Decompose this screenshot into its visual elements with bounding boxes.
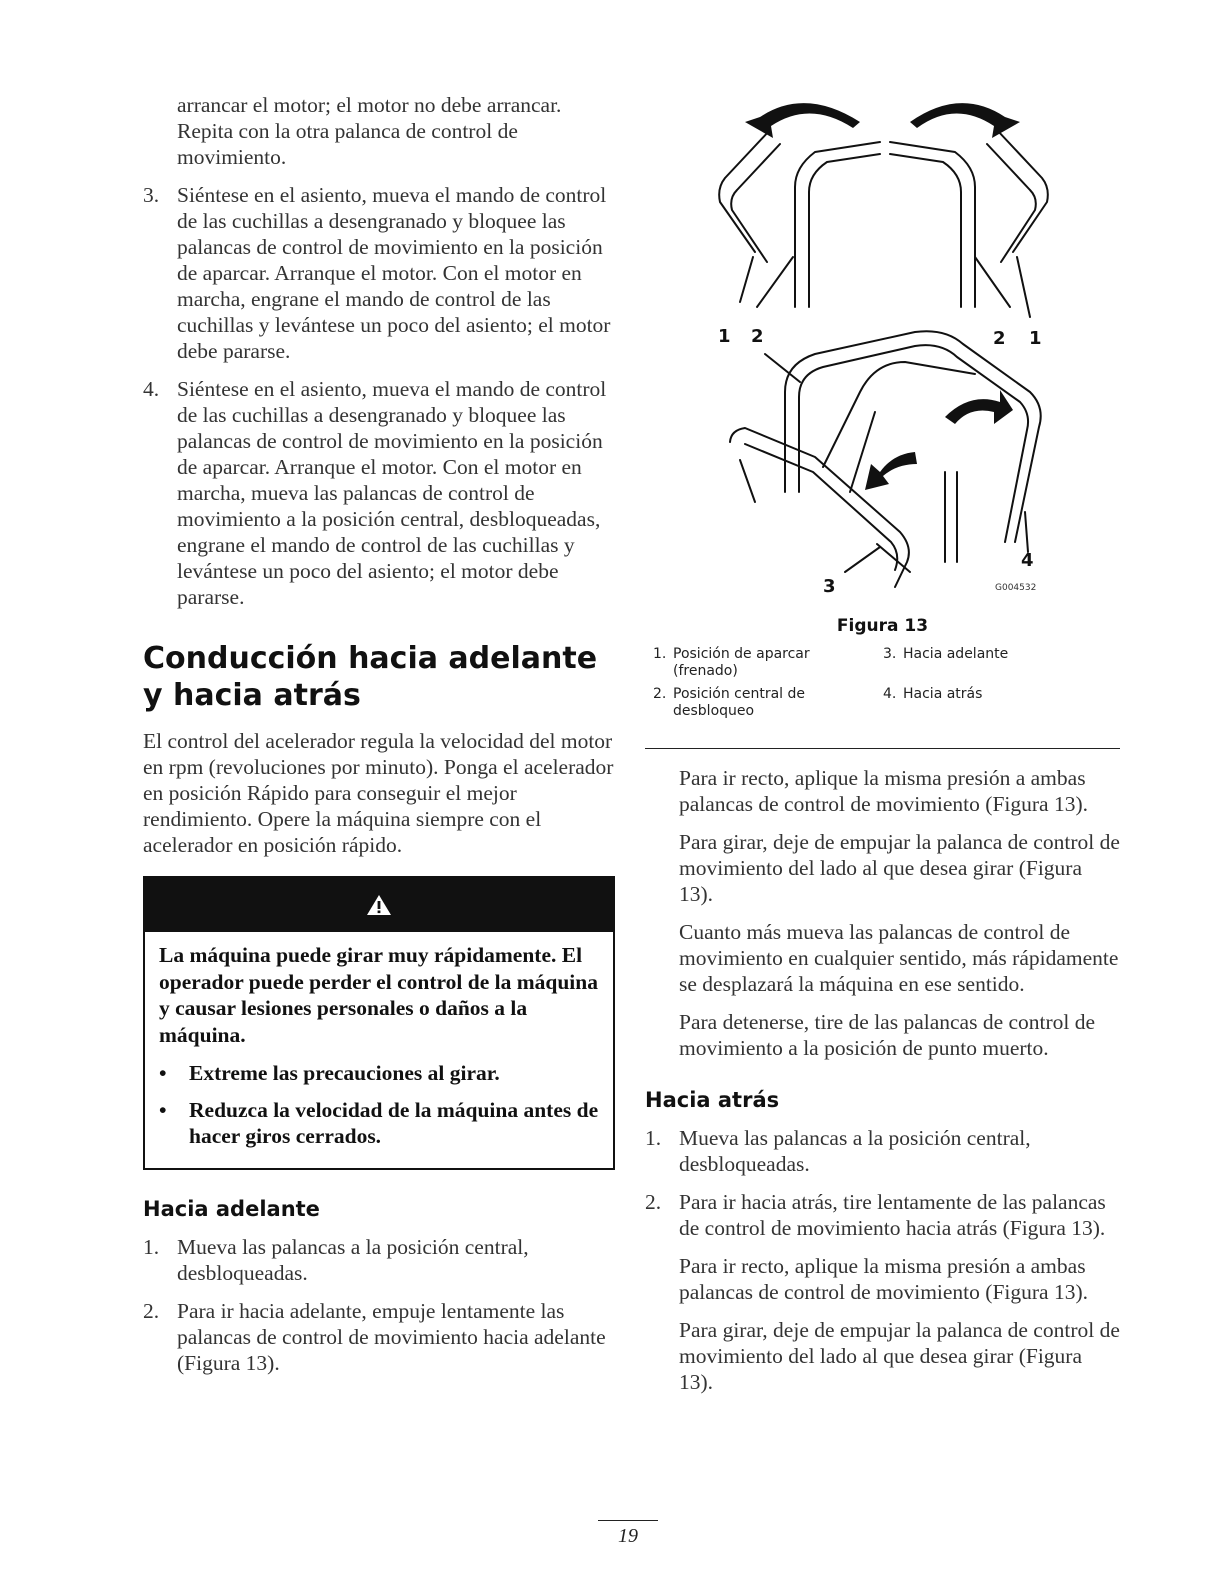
figure-legend [645,646,1120,726]
reverse-steps-list [645,1125,1120,1241]
figure-caption: Figura 13 [836,616,929,636]
legend-item [875,686,1075,720]
legend-item [875,646,1075,680]
callout-2-right: 2 [993,328,1006,349]
list-number: 1. [645,1126,662,1150]
callout-2-left: 2 [751,326,764,347]
callout-1-right: 1 [1029,328,1042,349]
list-text: Mueva las palancas a la posición central, desbloqueadas. [177,1234,529,1285]
intro-paragraph: arrancar el motor; el motor no debe arrancar. Repita con la otra palanca de control de movimiento. [177,93,562,169]
list-text: Siéntese en el asiento, mueva el mando de control de las cuchillas a desengranado y bloquee las palancas de control de movimiento en la posición de aparcar. Arranque el motor. Con el motor en marcha, mueva las palancas de control de movimiento a la posición central, desbloqueadas, engrane el mando de control de las cuchillas y levántese un poco del asiento; el motor debe pararse. [177,377,607,609]
left-column [143,92,615,1388]
list-item [143,1234,615,1286]
list-number: 2. [143,1298,160,1323]
figure-code: G004532 [995,583,1037,593]
right-column [645,92,1120,1407]
paragraph: Para ir recto, aplique la misma presión a ambas palancas de control de movimiento (Figura 13). [679,766,1088,816]
warning-header [145,878,613,932]
section-heading: Conducción hacia adelante y hacia atrás [143,641,598,713]
list-number: 1. [143,1234,160,1259]
callout-4: 4 [1021,550,1034,571]
legend-text: Posición central de desbloqueo [673,686,806,719]
list-text: Para ir hacia adelante, empuje lentamente las palancas de control de movimiento hacia adelante (Figura 13). [177,1298,606,1375]
list-number: 2. [645,1190,662,1214]
warning-triangle-icon [366,894,392,916]
motion-control-levers-illustration [645,92,1120,612]
legend-text: Hacia atrás [903,686,983,702]
list-item [143,376,615,610]
list-text: Para ir hacia atrás, tire lentamente de las palancas de control de movimiento hacia atrás (Figura 13). [679,1190,1106,1240]
paragraph: Para detenerse, tire de las palancas de control de movimiento a la posición de punto muerto. [679,1010,1096,1060]
legend-text: Posición de aparcar (frenado) [673,646,810,679]
warning-bullet-text: Reduzca la velocidad de la máquina antes de hacer giros cerrados. [189,1097,599,1148]
paragraph: Cuanto más mueva las palancas de control de movimiento en cualquier sentido, más rápidamente se desplazará la máquina en ese sentido. [679,920,1119,996]
forward-steps-list [143,1234,615,1376]
list-item [645,1125,1120,1177]
list-item [159,1097,599,1150]
warning-bullets [159,1060,599,1150]
warning-bullet-text: Extreme las precauciones al girar. [189,1061,500,1085]
list-text: Siéntese en el asiento, mueva el mando de control de las cuchillas a desengranado y bloquee las palancas de control de movimiento en la posición de aparcar. Arranque el motor. Con el motor en marcha, engrane el mando de control de las cuchillas y levántese un poco del asiento; el motor debe pararse. [177,183,611,363]
paragraph: Para girar, deje de empujar la palanca de control de movimiento del lado al que desea girar (Figura 13). [679,1318,1120,1394]
list-text: Mueva las palancas a la posición central, desbloqueadas. [679,1126,1031,1176]
throttle-paragraph: El control del acelerador regula la velocidad del motor en rpm (revoluciones por minuto). Ponga el acelerador en posición Rápido para conseguir el mejor rendimiento. Opere la máquina siempre con el acelerador en posición rápido. [143,729,614,857]
page-number: 19 [598,1520,658,1548]
check-steps-list [143,182,615,610]
warning-text: La máquina puede girar muy rápidamente. El operador puede perder el control de la máquina y causar lesiones personales o daños a la máquina. [159,943,598,1047]
legend-text: Hacia adelante [903,646,1009,662]
warning-box [143,876,615,1170]
bullet-icon: • [159,1061,167,1085]
legend-number: 3. [883,646,897,662]
list-number: 4. [143,377,160,401]
reverse-heading: Hacia atrás [645,1088,780,1112]
paragraph: Para girar, deje de empujar la palanca de control de movimiento del lado al que desea girar (Figura 13). [679,830,1120,906]
list-item [143,1298,615,1376]
legend-item [645,646,875,680]
list-item [159,1060,599,1087]
legend-item [645,686,875,720]
right-body [645,765,1120,1395]
legend-number: 1. [653,646,667,662]
divider [645,748,1120,749]
list-item [143,182,615,364]
figure-13 [645,92,1120,612]
callout-1-left: 1 [718,326,731,347]
legend-number: 4. [883,686,897,702]
callout-3: 3 [823,576,836,597]
legend-number: 2. [653,686,667,702]
paragraph: Para ir recto, aplique la misma presión a ambas palancas de control de movimiento (Figura 13). [679,1254,1088,1304]
arrow-icons [745,103,1020,490]
warning-content [145,932,613,1168]
forward-heading: Hacia adelante [143,1196,320,1221]
list-item [645,1189,1120,1241]
bullet-icon: • [159,1097,167,1122]
list-number: 3. [143,183,160,207]
